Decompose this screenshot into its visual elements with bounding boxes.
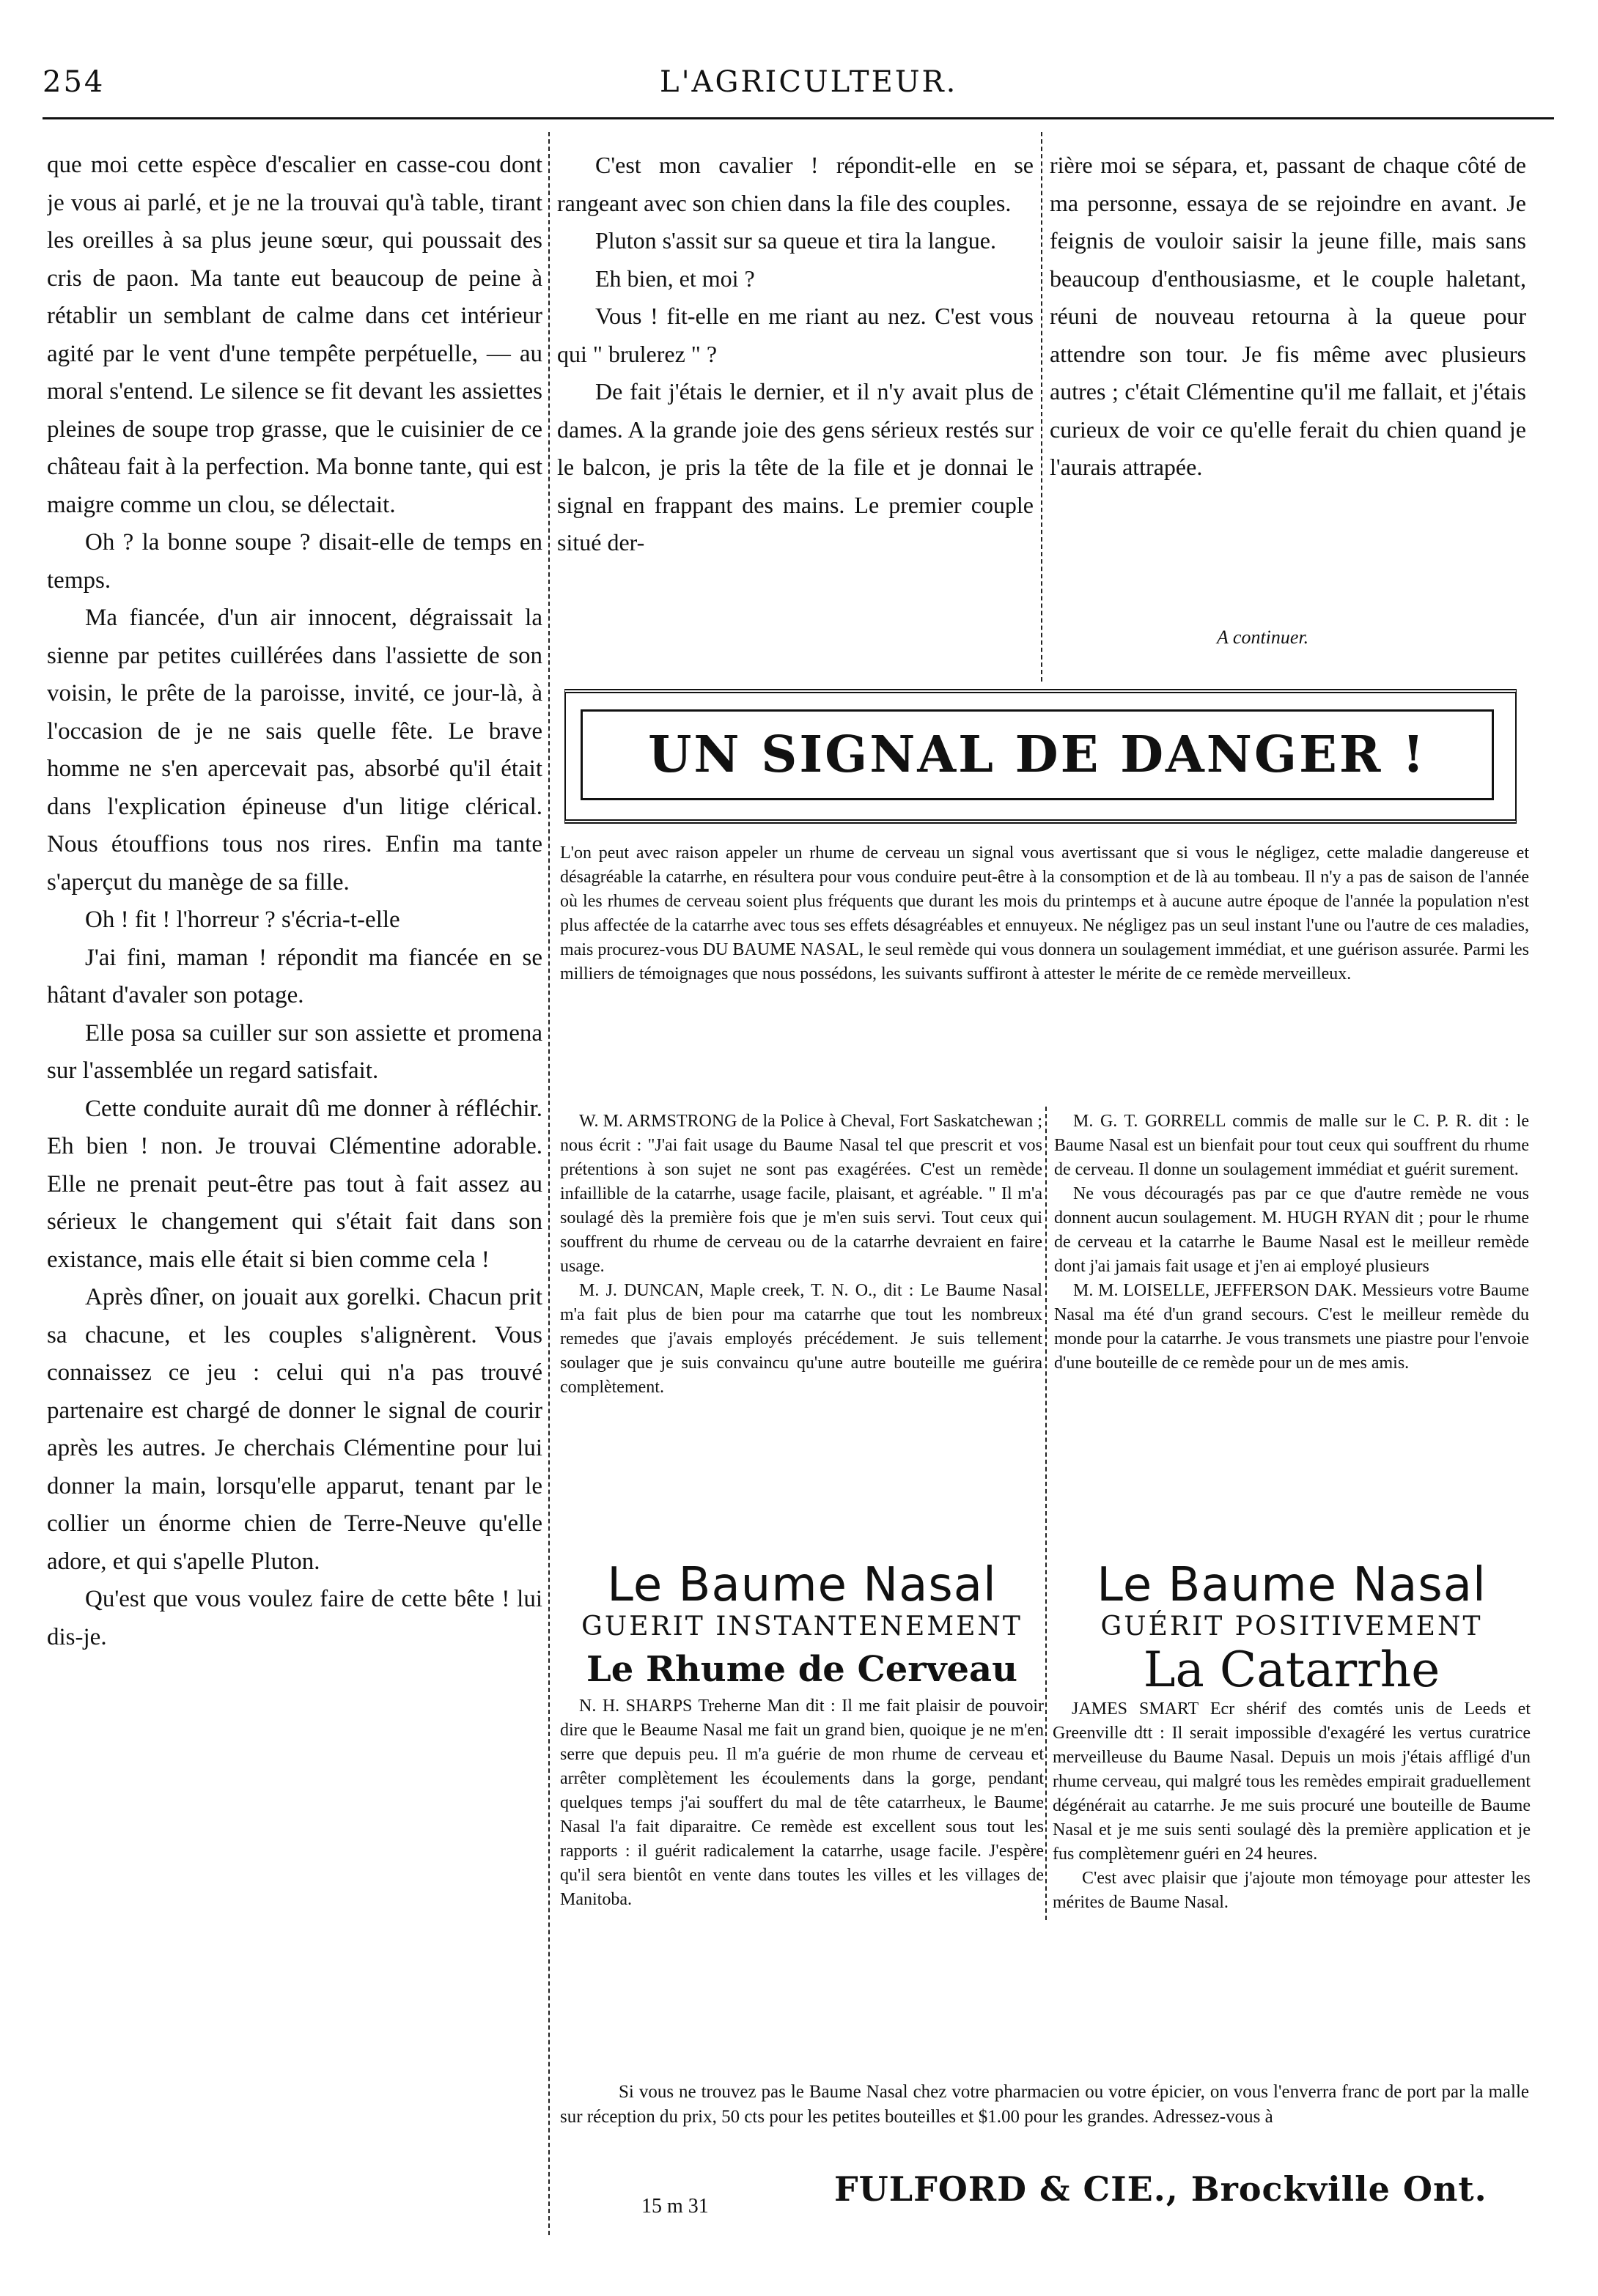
advert-intro: L'on peut avec raison appeler un rhume de cerveau un signal vous avertissant que si vous le négligez, cette maladie dangereuse et désagréable la catarrhe, en résultera pour vous conduire peut-être à la consomption et de là au tombeau. Il n'y a pas de saison de l'année où les rhumes de cerveau soient plus fréquents que durant les mois du printemps et à aucune autre époque de l'année la population n'est plus affectée de la catarrhe avec tous ses effets désagréables et ennuyeux. Ne négligez pas un seul instant l'une ou l'autre de ces maladies, mais procurez-vous DU BAUME NASAL, le seul remède qui vous donnera un soulagement immédiat, et une guérison assurée. Parmi les milliers de témoignages que nous possédons, les suivants suffiront à attester le mérite de ce remède merveilleux. <box>560 844 1529 983</box>
story-paragraph: Eh bien, et moi ? <box>595 265 755 292</box>
testimonial: W. M. ARMSTRONG de la Police à Cheval, Fort Saskatchewan ; nous écrit : "J'ai fait usage du Baume Nasal tel que prescrit et vos prétentions à son sujet ne sont pas exagérées. C'est un remède infaillible de la catarrhe, usage facile, plaisant, et agréable. " Il m'a soulagé dès la première fois que je m'en suis servi. Tout ceux qui souffrent du rhume de cerveau ou de la catarrhe devraient en faire usage. <box>560 1112 1042 1276</box>
column-divider <box>1041 132 1042 682</box>
header-rule <box>43 117 1554 119</box>
banner-title: UN SIGNAL DE DANGER ! <box>581 709 1494 800</box>
story-paragraph: Qu'est que vous voulez faire de cette bête ! lui dis-je. <box>47 1586 542 1650</box>
testimonial: Ne vous découragés pas par ce que d'autre remède ne vous donnent aucun soulagement. M. HUGH RYAN dit ; pour le rhume de cerveau et la catarrhe le Baume Nasal est le meilleur remède dont j'ai jamais fait usage et j'en ai employé plusieurs <box>1054 1184 1529 1276</box>
product-box-right <box>1053 1559 1531 1915</box>
product-testimonial: JAMES SMART Ecr shérif des comtés unis de Leeds et Greenville dtt : Il serait impossible d'exagéré les vertus curatrice merveilleuse du Baume Nasal. Depuis un mois j'étais affligé d'un rhume cerveau, qui malgré tous les remèdes empirait graduellement dégénérait au catarrhe. Je me suis procuré une bouteille de Baume Nasal et je me suis senti soulagé dès la première application et je fus complètemenr guéri en 24 heures. <box>1053 1699 1531 1864</box>
product-heading: Le Rhume de Cerveau <box>586 1649 1017 1690</box>
product-title: Le Baume Nasal <box>1097 1558 1487 1612</box>
story-paragraph: que moi cette espèce d'escalier en casse-cou dont je vous ai parlé, et je ne la trouvai qu'à table, tirant les oreilles à sa plus jeune sœur, qui poussait des cris de paon. Ma tante eut beaucoup de peine à rétablir un semblant de calme dans cet intérieur agité par le vent d'une tempête perpétuelle, — au moral s'entend. Le silence se fit devant les assiettes pleines de soupe trop grasse, que le cuisinier de ce château fait à la perfection. Ma bonne tante, qui est maigre comme un clou, se délectait. <box>47 152 542 518</box>
company-address: FULFORD & CIE., Brockville Ont. <box>834 2169 1487 2209</box>
advert-footer-text: Si vous ne trouvez pas le Baume Nasal chez votre pharmacien ou votre épicier, on vous l'enverra franc de port par la malle sur réception du prix, 50 cts pour les petites bouteilles et $1.00 pour les grandes. Adressez-vous à <box>560 2082 1529 2127</box>
story-column-2 <box>557 147 1034 674</box>
product-heading: La Catarrhe <box>1143 1642 1440 1698</box>
product-subtitle: GUÉRIT POSITIVEMENT <box>1100 1612 1483 1642</box>
story-paragraph: Oh ! fit ! l'horreur ? s'écria-t-elle <box>85 907 400 933</box>
testimonials-right <box>1054 1110 1529 1557</box>
product-testimonial: N. H. SHARPS Treherne Man dit : Il me fait plaisir de pouvoir dire que le Beaume Nasal me fait un grand bien, quoique je ne m'en serre que depuis peu. Il m'a guérie de mon rhume de cerveau et arrêter complètement les écoulements dans la gorge, pendant quelques temps j'ai souffert du mal de tête catarrheux, le Baume Nasal l'a fait diparaitre. Ce remède est excellent sous tout les rapports : il guérit radicalement la catarrhe, usage facile. J'espère qu'il sera bientôt en vente dans toutes les villes et les villages de Manitoba. <box>560 1697 1044 1909</box>
story-paragraph: Ma fiancée, d'un air innocent, dégraissait la sienne par petites cuillérées dans l'assiette de son voisin, le prête de la paroisse, invité, ce jour-là, à l'occasion de je ne sais quelle fête. Le brave homme ne s'en apercevait pas, absorbé qu'il était dans l'explication épineuse d'un litige clérical. Nous étouffions tous nos rires. Enfin ma tante s'aperçut du manège de sa fille. <box>47 605 542 896</box>
product-box-left <box>560 1559 1044 1912</box>
product-subtitle: GUERIT INSTANTENEMENT <box>581 1612 1023 1642</box>
column-divider <box>1045 1107 1047 1920</box>
product-testimonial: C'est avec plaisir que j'ajoute mon témoyage pour attester les mérites de Baume Nasal. <box>1053 1869 1531 1912</box>
story-paragraph: De fait j'étais le dernier, et il n'y avait plus de dames. A la grande joie des gens sérieux restés sur le balcon, je pris la tête de la file et je donnai le signal en frappant des mains. Le premier couple situé der- <box>557 378 1034 555</box>
product-title: Le Baume Nasal <box>607 1558 997 1612</box>
story-paragraph: Elle posa sa cuiller sur son assiette et promena sur l'assemblée un regard satisfait. <box>47 1019 542 1084</box>
story-paragraph: Vous ! fit-elle en me riant au nez. C'est vous qui " brulerez " ? <box>557 303 1034 367</box>
danger-banner <box>564 689 1517 824</box>
story-paragraph: rière moi se sépara, et, passant de chaque côté de ma personne, essaya de se rejoindre en avant. Je feignis de vouloir saisir la jeune fille, mais sans beaucoup d'enthousiasme, et le couple haletant, réuni de nouveau retourna à la queue pour attendre son tour. Je fis même avec plusieurs autres ; c'était Clémentine qu'il me fallait, et j'étais curieux de voir ce qu'elle ferait du chien quand je l'aurais attrapée. <box>1050 152 1526 480</box>
testimonial: M. G. T. GORRELL commis de malle sur le C. P. R. dit : le Baume Nasal est un bienfait pour tout ceux qui souffrent du rhume de cerveau. Il donne un soulagement immédiat et guérit surement. <box>1054 1112 1529 1179</box>
story-column-3 <box>1050 147 1526 616</box>
story-paragraph: Après dîner, on jouait aux gorelki. Chacun prit sa chacune, et les couples s'alignèrent. Vous connaissez ce jeu : celui qui n'a pas trouvé partenaire est chargé de donner le signal de courir après les autres. Je cherchais Clémentine pour lui donner la main, lorsqu'elle apparut, tenant par le collier un énorme chien de Terre-Neuve qu'elle adore, et qui s'apelle Pluton. <box>47 1284 542 1575</box>
insertion-code: 15 m 31 <box>641 2195 709 2218</box>
story-paragraph: C'est mon cavalier ! répondit-elle en se rangeant avec son chien dans la file des couples. <box>557 152 1034 216</box>
testimonials-left <box>560 1110 1042 1557</box>
testimonial: M. M. LOISELLE, JEFFERSON DAK. Messieurs votre Baume Nasal ma été d'un grand secours. C'est le meilleur remède du monde pour la catarrhe. Je vous transmets une piastre pour l'envoie d'une bouteille de ce remède pour un de mes amis. <box>1054 1281 1529 1373</box>
to-be-continued: A continuer. <box>1217 627 1309 648</box>
story-paragraph: Cette conduite aurait dû me donner à réfléchir. Eh bien ! non. Je trouvai Clémentine adorable. Elle ne prenait peut-être pas tout à fait assez au sérieux le changement qui s'était fait dans son existance, mais elle était si bien comme cela ! <box>47 1095 542 1273</box>
page-number: 254 <box>43 65 106 99</box>
testimonial: M. J. DUNCAN, Maple creek, T. N. O., dit : Le Baume Nasal m'a fait plus de bien pour ma catarrhe que tout les nombreux remedes que j'avais employés précédement. Je suis tellement soulager que je suis convaincu qu'une autre bouteille me guérira complètement. <box>560 1281 1042 1397</box>
story-column-1 <box>47 147 542 2235</box>
story-paragraph: Pluton s'assit sur sa queue et tira la langue. <box>595 227 996 254</box>
story-paragraph: J'ai fini, maman ! répondit ma fiancée en se hâtant d'avaler son potage. <box>47 944 542 1008</box>
journal-title: L'AGRICULTEUR. <box>660 65 958 99</box>
story-paragraph: Oh ? la bonne soupe ? disait-elle de temps en temps. <box>47 529 542 594</box>
column-divider <box>548 132 550 2235</box>
